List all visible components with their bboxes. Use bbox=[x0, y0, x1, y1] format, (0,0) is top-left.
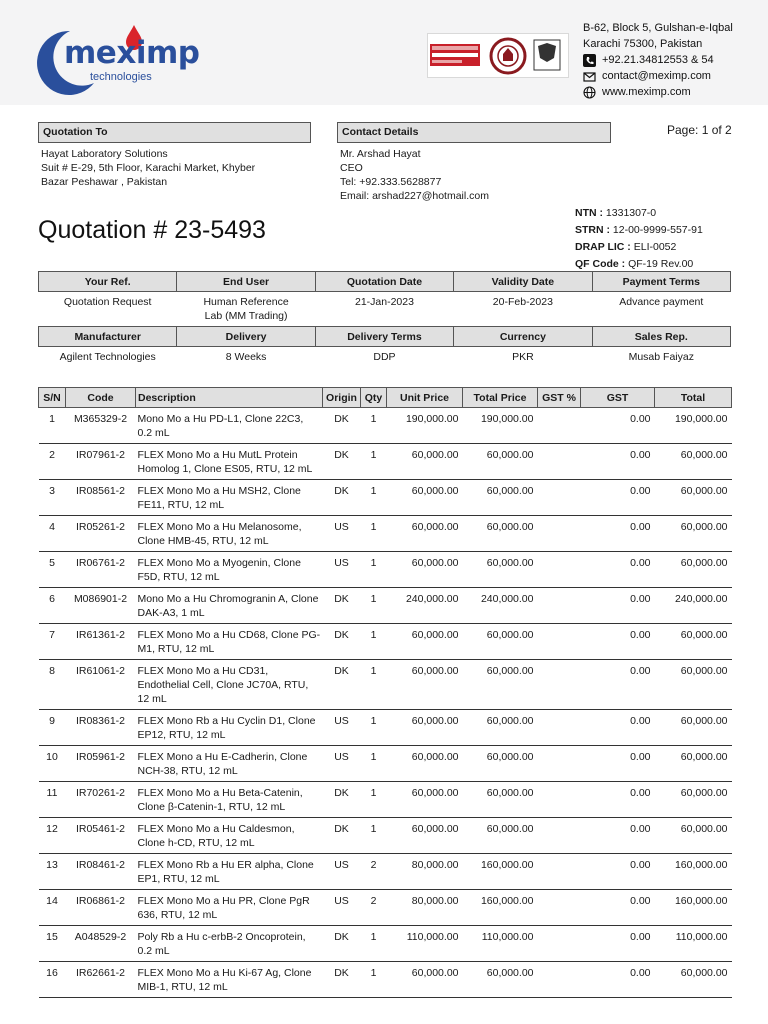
item-unit-price: 80,000.00 bbox=[387, 854, 463, 890]
item-total: 60,000.00 bbox=[655, 746, 732, 782]
item-total-price: 190,000.00 bbox=[463, 408, 538, 444]
item-total-price: 60,000.00 bbox=[463, 660, 538, 710]
your-ref-value: Quotation Request bbox=[63, 296, 152, 308]
table-row bbox=[39, 782, 732, 818]
ntn-label: NTN : bbox=[575, 207, 603, 219]
drap-value: ELI-0052 bbox=[633, 241, 677, 253]
item-total-price: 110,000.00 bbox=[463, 926, 538, 962]
item-code: A048529-2 bbox=[66, 926, 136, 962]
client-address-1: Suit # E-29, 5th Floor, Karachi Market, Khyber bbox=[41, 162, 256, 174]
item-code: IR61361-2 bbox=[66, 624, 136, 660]
item-total-price: 60,000.00 bbox=[463, 624, 538, 660]
item-gst: 0.00 bbox=[581, 408, 655, 444]
item-gst-percent bbox=[538, 890, 581, 926]
item-gst-percent bbox=[538, 660, 581, 710]
table-row bbox=[39, 408, 732, 444]
item-origin: DK bbox=[323, 444, 361, 480]
item-total-price: 60,000.00 bbox=[463, 818, 538, 854]
item-code: IR62661-2 bbox=[66, 962, 136, 998]
item-unit-price: 60,000.00 bbox=[387, 444, 463, 480]
item-gst: 0.00 bbox=[581, 782, 655, 818]
item-code: IR05261-2 bbox=[66, 516, 136, 552]
table-row bbox=[39, 444, 732, 480]
email-icon bbox=[583, 70, 596, 83]
currency-value: PKR bbox=[512, 351, 534, 363]
item-total: 60,000.00 bbox=[655, 818, 732, 854]
item-code: IR05961-2 bbox=[66, 746, 136, 782]
contact-tel: Tel: +92.333.5628877 bbox=[340, 176, 442, 188]
item-origin: DK bbox=[323, 660, 361, 710]
item-gst: 0.00 bbox=[581, 746, 655, 782]
gst-header: GST bbox=[581, 388, 655, 408]
item-total: 160,000.00 bbox=[655, 854, 732, 890]
table-row bbox=[39, 660, 732, 710]
item-sn: 11 bbox=[39, 782, 66, 818]
item-sn: 1 bbox=[39, 408, 66, 444]
item-gst: 0.00 bbox=[581, 890, 655, 926]
item-sn: 13 bbox=[39, 854, 66, 890]
item-gst: 0.00 bbox=[581, 624, 655, 660]
item-total-price: 60,000.00 bbox=[463, 962, 538, 998]
quotation-title: Quotation # 23-5493 bbox=[38, 216, 266, 244]
item-description: FLEX Mono Mo a Hu CD68, Clone PG-M1, RTU, 12 mL bbox=[136, 624, 323, 660]
item-gst-percent bbox=[538, 854, 581, 890]
drap-label: DRAP LIC : bbox=[575, 241, 631, 253]
delivery-value: 8 Weeks bbox=[225, 351, 267, 363]
item-total: 60,000.00 bbox=[655, 516, 732, 552]
item-unit-price: 60,000.00 bbox=[387, 782, 463, 818]
item-gst-percent bbox=[538, 480, 581, 516]
total-price-header: Total Price bbox=[463, 388, 538, 408]
item-description: FLEX Mono Mo a Myogenin, Clone F5D, RTU, 12 mL bbox=[136, 552, 323, 588]
item-total: 60,000.00 bbox=[655, 444, 732, 480]
item-gst: 0.00 bbox=[581, 480, 655, 516]
items-header-row bbox=[39, 388, 732, 408]
delivery-terms-value: DDP bbox=[373, 351, 396, 363]
total-header: Total bbox=[655, 388, 732, 408]
line-items-table bbox=[38, 387, 732, 998]
item-qty: 1 bbox=[361, 962, 387, 998]
currency-header: Currency bbox=[454, 327, 592, 347]
qf-value: QF-19 Rev.00 bbox=[628, 258, 694, 270]
item-code: IR07961-2 bbox=[66, 444, 136, 480]
item-total: 160,000.00 bbox=[655, 890, 732, 926]
globe-icon bbox=[583, 86, 596, 99]
item-description: FLEX Mono Mo a Hu Caldesmon, Clone h-CD, RTU, 12 mL bbox=[136, 818, 323, 854]
unit-price-header: Unit Price bbox=[387, 388, 463, 408]
item-origin: DK bbox=[323, 782, 361, 818]
item-total-price: 60,000.00 bbox=[463, 552, 538, 588]
item-qty: 1 bbox=[361, 408, 387, 444]
item-sn: 4 bbox=[39, 516, 66, 552]
item-gst: 0.00 bbox=[581, 962, 655, 998]
item-sn: 2 bbox=[39, 444, 66, 480]
item-gst: 0.00 bbox=[581, 588, 655, 624]
item-gst: 0.00 bbox=[581, 516, 655, 552]
table-row bbox=[39, 516, 732, 552]
item-code: IR70261-2 bbox=[66, 782, 136, 818]
strn-value: 12-00-9999-557-91 bbox=[612, 224, 703, 236]
item-unit-price: 60,000.00 bbox=[387, 710, 463, 746]
table-row bbox=[39, 588, 732, 624]
item-total: 60,000.00 bbox=[655, 962, 732, 998]
your-ref-header: Your Ref. bbox=[39, 272, 177, 292]
item-total: 60,000.00 bbox=[655, 782, 732, 818]
client-name: Hayat Laboratory Solutions bbox=[41, 148, 168, 160]
order-info-values bbox=[39, 292, 731, 326]
strn-label: STRN : bbox=[575, 224, 610, 236]
company-email[interactable]: contact@meximp.com bbox=[602, 70, 711, 82]
item-gst: 0.00 bbox=[581, 552, 655, 588]
item-unit-price: 60,000.00 bbox=[387, 746, 463, 782]
item-gst: 0.00 bbox=[581, 854, 655, 890]
item-total-price: 60,000.00 bbox=[463, 746, 538, 782]
item-qty: 1 bbox=[361, 480, 387, 516]
quotation-to-label: Quotation To bbox=[38, 122, 311, 143]
item-origin: US bbox=[323, 710, 361, 746]
item-code: IR06761-2 bbox=[66, 552, 136, 588]
manufacturer-value: Agilent Technologies bbox=[59, 351, 156, 363]
address-line-1: B-62, Block 5, Gulshan-e-Iqbal bbox=[583, 22, 733, 34]
item-qty: 1 bbox=[361, 588, 387, 624]
item-sn: 10 bbox=[39, 746, 66, 782]
item-code: IR08461-2 bbox=[66, 854, 136, 890]
item-unit-price: 240,000.00 bbox=[387, 588, 463, 624]
item-total: 60,000.00 bbox=[655, 552, 732, 588]
item-unit-price: 190,000.00 bbox=[387, 408, 463, 444]
item-description: FLEX Mono Mo a Hu Ki-67 Ag, Clone MIB-1, RTU, 12 mL bbox=[136, 962, 323, 998]
item-sn: 9 bbox=[39, 710, 66, 746]
item-code: IR61061-2 bbox=[66, 660, 136, 710]
item-total: 110,000.00 bbox=[655, 926, 732, 962]
item-description: FLEX Mono a Hu E-Cadherin, Clone NCH-38, RTU, 12 mL bbox=[136, 746, 323, 782]
description-header: Description bbox=[136, 388, 323, 408]
item-description: Mono Mo a Hu Chromogranin A, Clone DAK-A3, 1 mL bbox=[136, 588, 323, 624]
registration-ids bbox=[575, 205, 703, 273]
item-code: IR05461-2 bbox=[66, 818, 136, 854]
item-description: FLEX Mono Mo a Hu MSH2, Clone FE11, RTU, 12 mL bbox=[136, 480, 323, 516]
item-code: IR08561-2 bbox=[66, 480, 136, 516]
item-gst: 0.00 bbox=[581, 818, 655, 854]
order-info-table bbox=[38, 271, 731, 326]
items-body bbox=[39, 408, 732, 998]
item-total-price: 160,000.00 bbox=[463, 890, 538, 926]
payment-terms-value: Advance payment bbox=[619, 296, 704, 308]
sn-header: S/N bbox=[39, 388, 66, 408]
item-qty: 1 bbox=[361, 552, 387, 588]
item-qty: 2 bbox=[361, 890, 387, 926]
order-info-header bbox=[39, 272, 731, 292]
sales-rep-value: Musab Faiyaz bbox=[628, 351, 694, 363]
address-line-2: Karachi 75300, Pakistan bbox=[583, 38, 703, 50]
item-sn: 6 bbox=[39, 588, 66, 624]
delivery-info-table bbox=[38, 326, 731, 369]
origin-header: Origin bbox=[323, 388, 361, 408]
company-website[interactable]: www.meximp.com bbox=[602, 86, 691, 98]
item-total: 60,000.00 bbox=[655, 660, 732, 710]
quotation-to-block bbox=[41, 147, 311, 189]
item-description: FLEX Mono Rb a Hu ER alpha, Clone EP1, RTU, 12 mL bbox=[136, 854, 323, 890]
table-row bbox=[39, 552, 732, 588]
table-row bbox=[39, 746, 732, 782]
manufacturer-header: Manufacturer bbox=[39, 327, 177, 347]
item-origin: US bbox=[323, 552, 361, 588]
item-unit-price: 110,000.00 bbox=[387, 926, 463, 962]
item-sn: 3 bbox=[39, 480, 66, 516]
item-origin: DK bbox=[323, 480, 361, 516]
item-qty: 1 bbox=[361, 710, 387, 746]
item-sn: 15 bbox=[39, 926, 66, 962]
contact-details-label: Contact Details bbox=[337, 122, 611, 143]
item-sn: 8 bbox=[39, 660, 66, 710]
quotation-date-header: Quotation Date bbox=[315, 272, 453, 292]
item-total: 240,000.00 bbox=[655, 588, 732, 624]
item-origin: US bbox=[323, 890, 361, 926]
item-origin: US bbox=[323, 854, 361, 890]
item-unit-price: 60,000.00 bbox=[387, 660, 463, 710]
item-gst-percent bbox=[538, 408, 581, 444]
code-header: Code bbox=[66, 388, 136, 408]
item-qty: 2 bbox=[361, 854, 387, 890]
item-description: FLEX Mono Mo a Hu PR, Clone PgR 636, RTU, 12 mL bbox=[136, 890, 323, 926]
gst-percent-header: GST % bbox=[538, 388, 581, 408]
item-description: Poly Rb a Hu c-erbB-2 Oncoprotein, 0.2 mL bbox=[136, 926, 323, 962]
item-qty: 1 bbox=[361, 746, 387, 782]
item-unit-price: 60,000.00 bbox=[387, 962, 463, 998]
item-total-price: 60,000.00 bbox=[463, 516, 538, 552]
item-gst-percent bbox=[538, 588, 581, 624]
item-gst: 0.00 bbox=[581, 660, 655, 710]
validity-date-value: 20-Feb-2023 bbox=[492, 296, 553, 308]
item-gst-percent bbox=[538, 926, 581, 962]
item-unit-price: 60,000.00 bbox=[387, 818, 463, 854]
contact-title: CEO bbox=[340, 162, 363, 174]
item-code: M086901-2 bbox=[66, 588, 136, 624]
item-total-price: 60,000.00 bbox=[463, 480, 538, 516]
item-description: Mono Mo a Hu PD-L1, Clone 22C3, 0.2 mL bbox=[136, 408, 323, 444]
item-gst-percent bbox=[538, 444, 581, 480]
item-origin: DK bbox=[323, 588, 361, 624]
item-sn: 7 bbox=[39, 624, 66, 660]
company-address bbox=[583, 20, 733, 100]
item-gst-percent bbox=[538, 552, 581, 588]
item-total-price: 240,000.00 bbox=[463, 588, 538, 624]
item-description: FLEX Mono Mo a Hu Beta-Catenin, Clone β-Catenin-1, RTU, 12 mL bbox=[136, 782, 323, 818]
page-number: Page: 1 of 2 bbox=[667, 123, 732, 137]
delivery-terms-header: Delivery Terms bbox=[315, 327, 453, 347]
item-qty: 1 bbox=[361, 926, 387, 962]
item-gst-percent bbox=[538, 818, 581, 854]
item-qty: 1 bbox=[361, 660, 387, 710]
item-unit-price: 80,000.00 bbox=[387, 890, 463, 926]
table-row bbox=[39, 962, 732, 998]
table-row bbox=[39, 624, 732, 660]
ntn-value: 1331307-0 bbox=[605, 207, 657, 219]
sales-rep-header: Sales Rep. bbox=[592, 327, 730, 347]
item-total-price: 160,000.00 bbox=[463, 854, 538, 890]
item-sn: 5 bbox=[39, 552, 66, 588]
item-code: M365329-2 bbox=[66, 408, 136, 444]
item-unit-price: 60,000.00 bbox=[387, 480, 463, 516]
delivery-info-values bbox=[39, 347, 731, 369]
table-row bbox=[39, 480, 732, 516]
table-row bbox=[39, 710, 732, 746]
delivery-info-header bbox=[39, 327, 731, 347]
item-gst-percent bbox=[538, 962, 581, 998]
item-total: 60,000.00 bbox=[655, 480, 732, 516]
item-unit-price: 60,000.00 bbox=[387, 552, 463, 588]
item-sn: 12 bbox=[39, 818, 66, 854]
item-unit-price: 60,000.00 bbox=[387, 516, 463, 552]
table-row bbox=[39, 818, 732, 854]
item-qty: 1 bbox=[361, 444, 387, 480]
item-qty: 1 bbox=[361, 516, 387, 552]
item-code: IR06861-2 bbox=[66, 890, 136, 926]
item-sn: 14 bbox=[39, 890, 66, 926]
item-origin: DK bbox=[323, 818, 361, 854]
phone-icon bbox=[583, 54, 596, 67]
item-gst: 0.00 bbox=[581, 710, 655, 746]
item-gst-percent bbox=[538, 516, 581, 552]
contact-block bbox=[340, 147, 610, 203]
item-total-price: 60,000.00 bbox=[463, 710, 538, 746]
item-sn: 16 bbox=[39, 962, 66, 998]
item-gst: 0.00 bbox=[581, 444, 655, 480]
logo-wordmark: meximp bbox=[64, 35, 200, 71]
item-gst-percent bbox=[538, 710, 581, 746]
logo-subtitle: technologies bbox=[90, 71, 152, 83]
item-gst-percent bbox=[538, 782, 581, 818]
item-description: FLEX Mono Mo a Hu CD31, Endothelial Cell, Clone JC70A, RTU, 12 mL bbox=[136, 660, 323, 710]
item-origin: DK bbox=[323, 408, 361, 444]
delivery-header: Delivery bbox=[177, 327, 315, 347]
item-description: FLEX Mono Mo a Hu Melanosome, Clone HMB-45, RTU, 12 mL bbox=[136, 516, 323, 552]
item-code: IR08361-2 bbox=[66, 710, 136, 746]
table-row bbox=[39, 854, 732, 890]
item-total-price: 60,000.00 bbox=[463, 444, 538, 480]
table-row bbox=[39, 926, 732, 962]
item-gst: 0.00 bbox=[581, 926, 655, 962]
validity-date-header: Validity Date bbox=[454, 272, 592, 292]
company-phone: +92.21.34812553 & 54 bbox=[602, 54, 714, 66]
payment-terms-header: Payment Terms bbox=[592, 272, 730, 292]
qf-label: QF Code : bbox=[575, 258, 626, 270]
certification-badge bbox=[427, 33, 569, 78]
end-user-header: End User bbox=[177, 272, 315, 292]
qty-header: Qty bbox=[361, 388, 387, 408]
item-description: FLEX Mono Rb a Hu Cyclin D1, Clone EP12, RTU, 12 mL bbox=[136, 710, 323, 746]
item-origin: US bbox=[323, 746, 361, 782]
item-origin: DK bbox=[323, 624, 361, 660]
quotation-date-value: 21-Jan-2023 bbox=[354, 296, 414, 308]
table-row bbox=[39, 890, 732, 926]
item-origin: DK bbox=[323, 962, 361, 998]
item-origin: US bbox=[323, 516, 361, 552]
item-total: 60,000.00 bbox=[655, 624, 732, 660]
certification-seal-icon bbox=[428, 34, 568, 77]
item-total-price: 60,000.00 bbox=[463, 782, 538, 818]
item-qty: 1 bbox=[361, 818, 387, 854]
company-logo bbox=[30, 25, 220, 95]
item-unit-price: 60,000.00 bbox=[387, 624, 463, 660]
contact-name: Mr. Arshad Hayat bbox=[340, 148, 421, 160]
item-gst-percent bbox=[538, 746, 581, 782]
contact-email: Email: arshad227@hotmail.com bbox=[340, 190, 489, 202]
item-total: 60,000.00 bbox=[655, 710, 732, 746]
item-total: 190,000.00 bbox=[655, 408, 732, 444]
item-origin: DK bbox=[323, 926, 361, 962]
client-address-2: Bazar Peshawar , Pakistan bbox=[41, 176, 168, 188]
item-qty: 1 bbox=[361, 782, 387, 818]
end-user-value: Human Reference Lab (MM Trading) bbox=[203, 296, 289, 322]
item-description: FLEX Mono Mo a Hu MutL Protein Homolog 1, Clone ES05, RTU, 12 mL bbox=[136, 444, 323, 480]
item-qty: 1 bbox=[361, 624, 387, 660]
item-gst-percent bbox=[538, 624, 581, 660]
